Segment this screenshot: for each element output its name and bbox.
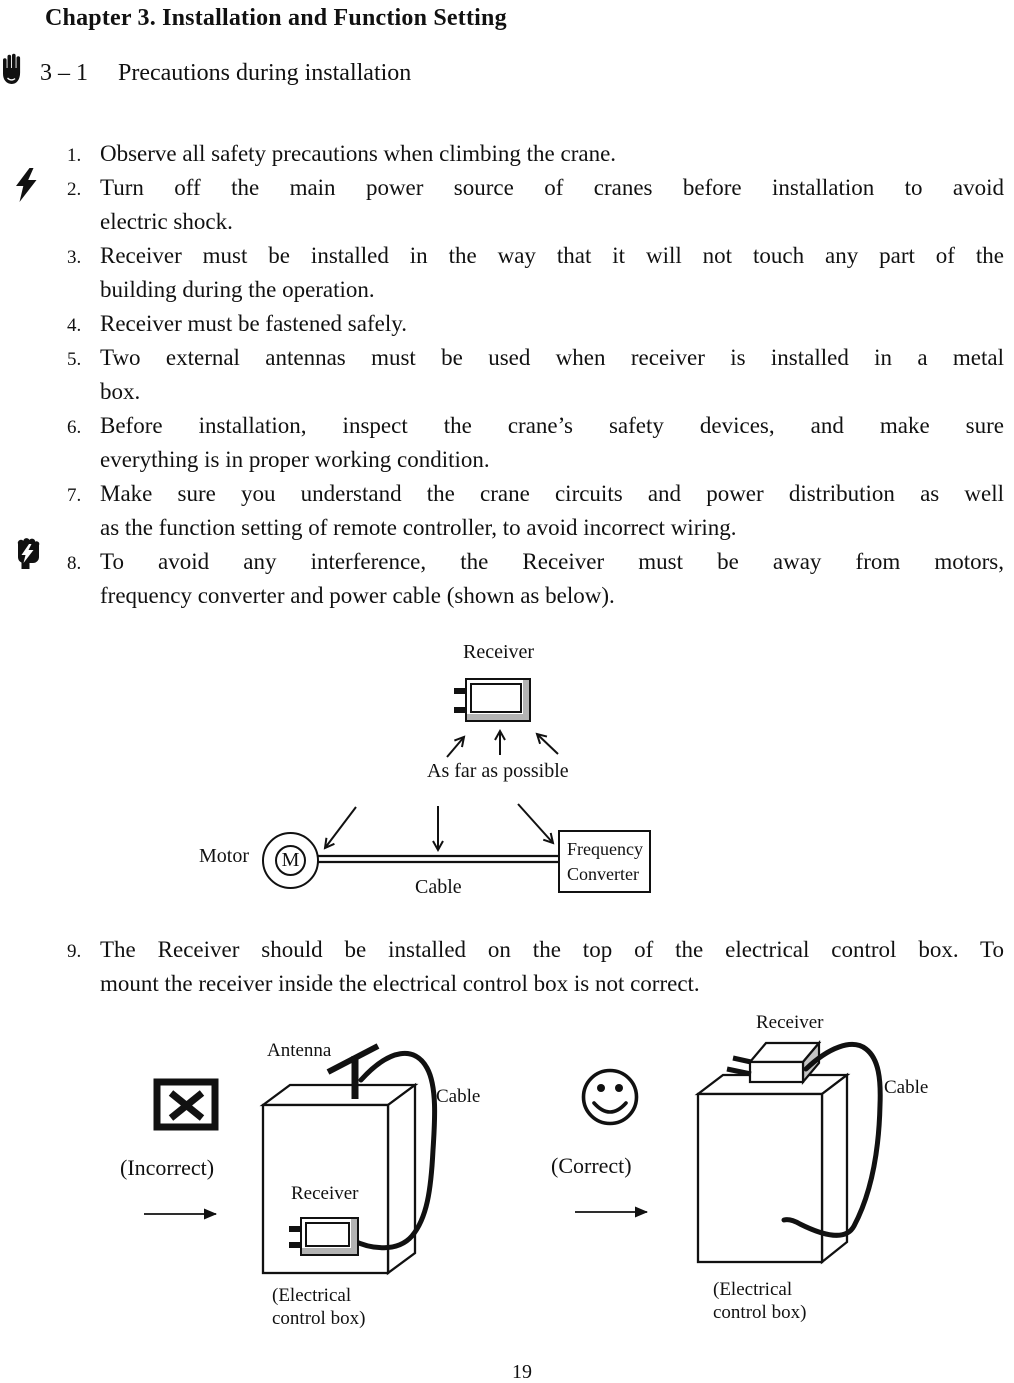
smiley-icon — [584, 1071, 637, 1124]
receiver-terminal — [454, 707, 467, 713]
list-item-2 — [67, 171, 1004, 239]
item-line: frequency converter and power cable (shown as below). — [100, 583, 615, 608]
item-number: 8. — [67, 552, 82, 574]
item-number: 3. — [67, 246, 82, 268]
label-line: control box) — [272, 1308, 366, 1329]
section-heading — [40, 60, 411, 87]
section-title: Precautions during installation — [118, 60, 412, 86]
frequency-converter-label-1: Frequency — [567, 838, 643, 859]
receiver-terminal — [289, 1226, 302, 1232]
list-item-8 — [67, 545, 1004, 613]
item-line: as the function setting of remote controller, to avoid incorrect wiring. — [100, 515, 737, 540]
item-line: Two external antennas must be used when receiver is installed in a metal — [100, 345, 1004, 370]
cable-label-right: Cable — [884, 1077, 929, 1098]
item-number: 4. — [67, 314, 82, 336]
item-line: Receiver must be fastened safely. — [100, 311, 407, 336]
motor-symbol — [262, 832, 319, 889]
item-line: electric shock. — [100, 209, 233, 234]
item-line: Turn off the main power source of cranes before installation to avoid — [100, 175, 1004, 200]
motor-m: M — [275, 845, 306, 876]
label-line: (Electrical — [272, 1285, 352, 1306]
item-line: mount the receiver inside the electrical control box is not correct. — [100, 971, 700, 996]
cross-icon — [157, 1082, 215, 1127]
hand-icon — [1, 52, 22, 90]
electrical-control-box-label-left — [272, 1284, 365, 1330]
receiver-terminal — [289, 1242, 302, 1248]
frequency-converter-box — [558, 830, 651, 893]
item-line: box. — [100, 379, 141, 404]
power-cable-line — [317, 856, 559, 862]
item-line: Make sure you understand the crane circuits and power distribution as well — [100, 481, 1004, 506]
receiver-box — [465, 678, 531, 722]
item-line: Receiver must be installed in the way that it will not touch any part of the — [100, 243, 1004, 268]
receiver-label-right: Receiver — [756, 1012, 824, 1033]
label-line: (Electrical — [713, 1279, 793, 1300]
item-line: Observe all safety precautions when climbing the crane. — [100, 141, 617, 166]
list-item-3 — [67, 239, 1004, 307]
item-line: Before installation, inspect the crane’s safety devices, and make sure — [100, 413, 1004, 438]
list-item-6 — [67, 409, 1004, 477]
antenna-label: Antenna — [267, 1040, 332, 1061]
list-item-7 — [67, 477, 1004, 545]
label-line: control box) — [713, 1302, 807, 1323]
frequency-converter-label-2: Converter — [567, 863, 639, 884]
receiver-label-left: Receiver — [291, 1183, 359, 1204]
receiver-label: Receiver — [463, 641, 535, 663]
cable-label-left: Cable — [436, 1086, 481, 1107]
item-line: building during the operation. — [100, 277, 375, 302]
page-number: 19 — [512, 1361, 532, 1383]
item-line: everything is in proper working condition. — [100, 447, 490, 472]
fist-lightning-icon — [16, 535, 40, 574]
receiver-box-inside — [300, 1217, 359, 1256]
item-number: 2. — [67, 178, 82, 200]
distance-arrows — [325, 804, 553, 850]
list-item-1 — [67, 137, 1004, 171]
receiver-terminal — [454, 688, 467, 694]
precaution-list-continued — [67, 933, 1004, 1001]
list-item-4 — [67, 307, 1004, 341]
item-number: 9. — [67, 940, 82, 962]
item-number: 5. — [67, 348, 82, 370]
item-number: 1. — [67, 144, 82, 166]
section-number: 3 – 1 — [40, 60, 88, 86]
lightning-icon — [15, 168, 38, 202]
electrical-control-box-label-right — [713, 1278, 806, 1324]
precaution-list — [67, 137, 1004, 613]
item-number: 7. — [67, 484, 82, 506]
motor-label: Motor — [199, 845, 249, 867]
item-line: The Receiver should be installed on the top of the electrical control box. To — [100, 937, 1004, 962]
receiver-approach-arrows — [447, 731, 558, 757]
item-number: 6. — [67, 416, 82, 438]
item-line: To avoid any interference, the Receiver must be away from motors, — [100, 549, 1004, 574]
cable-label: Cable — [415, 876, 462, 898]
chapter-title: Chapter 3. Installation and Function Setting — [45, 5, 507, 31]
list-item-5 — [67, 341, 1004, 409]
correct-caption: (Correct) — [551, 1153, 632, 1178]
as-far-as-possible-label: As far as possible — [427, 760, 569, 782]
incorrect-caption: (Incorrect) — [120, 1155, 215, 1180]
list-item-9 — [67, 933, 1004, 1001]
